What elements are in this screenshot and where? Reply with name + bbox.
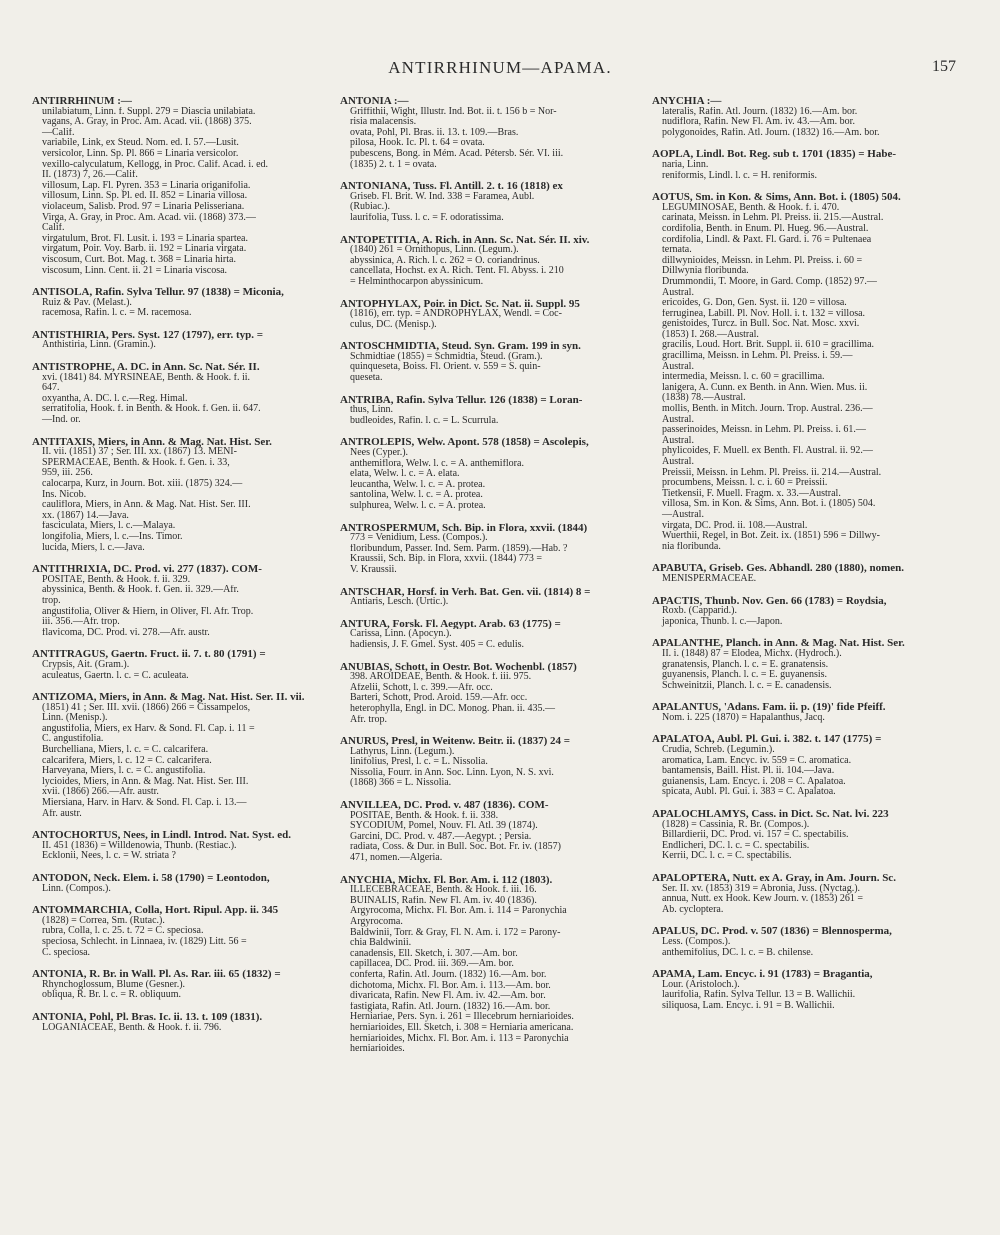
entry-headline: APALANTUS, 'Adans. Fam. ii. p. (19)' fide Pfeiff. [652,702,886,713]
dictionary-entry [32,692,327,819]
entry-line: dichotoma, Michx. Fl. Bor. Am. i. 113.—Am. bor. [350,980,551,991]
entry-line: queseta. [350,373,383,384]
dictionary-entry [652,149,952,181]
dictionary-entry [340,235,640,288]
entry-line: hadiensis, J. F. Gmel. Syst. 405 = C. edulis. [350,639,525,650]
entry-line: vexillo-calyculatum, Kellogg, in Proc. Calif. Acad. i. ed. [42,159,269,170]
dictionary-entry [32,830,327,862]
entry-line: procumbens, Meissn. l. c. i. 60 = Preissii. [662,478,828,489]
entry-line: guianensis, Lam. Encyc. i. 208 = C. Apalatoa. [662,776,846,787]
dictionary-entry [652,926,952,958]
entry-line: budleoides, Rafin. l. c. = L. Scurrula. [350,415,499,426]
entry-headline: ANTROLEPIS, Welw. Apont. 578 (1858) = Ascolepis, [340,437,589,449]
entry-headline: ANYCHIA, Michx. Fl. Bor. Am. i. 112 (1803). [340,874,553,886]
entry-headline: ANTONIA, R. Br. in Wall. Pl. As. Rar. iii. 65 (1832) = [32,969,281,980]
entry-line: linifolius, Presl, l. c. = L. Nissolia. [350,757,488,768]
dictionary-entry [340,875,640,1055]
entry-line: phylicoides, F. Muell. ex Benth. Fl. Austral. ii. 92.— [662,446,873,457]
entry-line: Afr. trop. [350,714,387,725]
entry-line: cancellata, Hochst. ex A. Rich. Tent. Fl. Abyss. i. 210 [350,266,564,277]
entry-line: —Calif. [42,127,75,138]
entry-line: Preissii, Meissn. in Lehm. Pl. Preiss. ii. 214.—Austral. [662,467,882,478]
entry-headline: APACTIS, Thunb. Nov. Gen. 66 (1783) = Roydsia, [652,595,887,607]
entry-line: calocarpa, Kurz, in Journ. Bot. xiii. (1875) 324.— [42,479,243,489]
entry-line: Afzelii, Schott, l. c. 399.—Afr. occ. [350,682,493,693]
entry-line: mollis, Benth. in Mitch. Journ. Trop. Austral. 236.— [662,404,873,415]
entry-line: Billardierii, DC. Prod. vi. 157 = C. spectabilis. [662,830,849,841]
entry-line: ternata. [662,245,692,256]
dictionary-entry [652,873,952,915]
entry-line: lycioides, Miers, in Ann. & Mag. Nat. Hist. Ser. III. [42,776,249,787]
entry-line: C. angustifolia. [42,734,104,745]
dictionary-entry [340,619,640,651]
entry-line: trop. [42,595,61,606]
entry-headline: ANVILLEA, DC. Prod. v. 487 (1836). COM- [340,800,549,811]
entry-line: heterophylla, Engl. in DC. Monog. Phan. ii. 435.— [350,703,555,714]
entry-line: passerinoides, Meissn. in Lehm. Pl. Preiss. i. 61.— [662,425,866,436]
entry-line: Nom. i. 225 (1870) = Hapalanthus, Jacq. [662,712,825,723]
entry-line: POSITAE, Benth. & Hook. f. ii. 329. [42,574,191,585]
entry-line: xvi. (1841) 84. MYRSINEAE, Benth. & Hook. f. ii. [42,372,251,383]
dictionary-entry [340,96,640,170]
entry-line: II. 451 (1836) = Willdenowia, Thunb. (Restiac.). [42,840,237,851]
entry-line: vagans, A. Gray, in Proc. Am. Acad. vii. (1868) 375. [42,117,252,128]
entry-line: laurifolia, Rafin. Sylva Tellur. 13 = B. Wallichii. [662,990,856,1001]
dictionary-entry [32,649,327,681]
entry-line: Nissolia, Fourr. in Ann. Soc. Linn. Lyon, N. S. xvi. [350,767,554,778]
entry-line: II. vii. (1851) 37 ; Ser. III. xx. (1867) 13. MENI- [42,447,237,458]
entry-line: Lour. (Aristoloch.). [662,979,740,990]
entry-line: Argyrocoma. [350,917,403,927]
entry-line: versicolor, Linn. Sp. Pl. 866 = Linaria versicolor. [42,148,239,159]
entry-line: (1868) 366 = L. Nissolia. [350,778,452,789]
entry-line: Griffithii, Wight, Illustr. Ind. Bot. ii. t. 156 b = Nor- [350,106,557,117]
entry-line: = Helminthocarpon abyssinicum. [350,276,484,287]
entry-line: Austral. [662,361,694,372]
running-title: ANTIRRHINUM—APAMA. [388,58,612,77]
entry-line: Barteri, Schott, Prod. Aroid. 159.—Afr. occ. [350,693,528,704]
entry-line: POSITAE, Benth. & Hook. f. ii. 338. [350,810,499,821]
entry-line: rubra, Colla, l. c. 25. t. 72 = C. speciosa. [42,926,204,937]
dictionary-entry [32,362,327,426]
dictionary-entry [32,1012,327,1033]
entry-line: leucantha, Welw. l. c. = A. protea. [350,479,486,490]
dictionary-entry [652,192,952,552]
entry-line: Calif. [42,223,65,234]
entry-line: siliquosa, Lam. Encyc. i. 91 = B. Wallichii. [662,1000,835,1011]
entry-headline: APABUTA, Griseb. Ges. Abhandl. 280 (1880), nomen. [652,563,905,574]
entry-line: Kerrii, DC. l. c. = C. spectabilis. [662,851,792,862]
dictionary-entry [32,969,327,1001]
entry-line: laurifolia, Tuss. l. c. = F. odoratissima. [350,212,504,223]
entry-headline: ANTONIANA, Tuss. Fl. Antill. 2. t. 16 (1818) ex [340,181,563,192]
entry-line: annua, Nutt. ex Hook. Kew Journ. v. (1853) 261 = [662,894,864,905]
entry-line: Afr. austr. [42,808,82,819]
entry-line: Crudia, Schreb. (Legumin.). [662,745,775,756]
entry-line: guyanensis, Planch. l. c. = E. guyanensis. [662,670,828,681]
entry-line: LEGUMINOSAE, Benth. & Hook. f. i. 470. [662,202,840,213]
entry-line: carinata, Meissn. in Lehm. Pl. Preiss. ii. 215.—Austral. [662,213,884,224]
entry-line: naria, Linn. [662,159,709,170]
entry-line: Crypsis, Ait. (Gram.). [42,659,130,670]
entry-line: japonica, Thunb. l. c.—Japon. [662,616,783,627]
entry-headline: APALOCHLAMYS, Cass. in Dict. Sc. Nat. lvi. 223 [652,809,889,820]
entry-line: Austral. [662,414,694,425]
entry-line: SYCODIUM, Pomel, Nouv. Fl. Atl. 39 (1874). [350,821,538,832]
entry-line: cordifolia, Lindl. & Paxt. Fl. Gard. i. 76 = Pultenaea [662,234,872,245]
entry-line: villosum, Linn. Sp. Pl. ed. II. 852 = Linaria villosa. [42,191,248,202]
entry-line: canadensis, Ell. Sketch, i. 307.—Am. bor. [350,948,518,959]
entry-line: 471, nomen.—Algeria. [350,853,443,864]
dictionary-entry [32,330,327,351]
entry-line: Ecklonii, Nees, l. c. = W. striata ? [42,851,176,862]
entry-line: racemosa, Rafin. l. c. = M. racemosa. [42,308,192,319]
entry-line: Wuerthii, Regel, in Bot. Zeit. ix. (1851) 596 = Dillwy- [662,531,880,542]
entry-line: (1838) 78.—Austral. [662,393,746,404]
entry-line: unilabiatum, Linn. f. Suppl. 279 = Diascia unilabiata. [42,106,256,117]
dictionary-entry [32,96,327,276]
entry-line: ovata, Pohl, Pl. Bras. ii. 13. t. 109.—Bras. [350,127,519,138]
entry-line: gracilis, Loud. Hort. Brit. Suppl. ii. 610 = gracillima. [662,340,875,351]
entry-line: fasciculata, Miers, l. c.—Malaya. [42,521,176,532]
entry-headline: ANTOSCHMIDTIA, Steud. Syn. Gram. 199 in syn. [340,341,581,352]
entry-headline: ANUBIAS, Schott, in Oestr. Bot. Wochenbl. (1857) [340,661,577,673]
entry-line: LOGANIACEAE, Benth. & Hook. f. ii. 796. [42,1022,222,1033]
entry-headline: ANURUS, Presl, in Weitenw. Beitr. ii. (1837) 24 = [340,736,571,747]
entry-line: Dillwynia floribunda. [662,266,749,277]
dictionary-entry [340,437,640,511]
entry-line: lucida, Miers, l. c.—Java. [42,542,145,553]
entry-headline: AOPLA, Lindl. Bot. Reg. sub t. 1701 (1835) = Habe- [652,149,897,160]
entry-headline: ANTOPHYLAX, Poir. in Dict. Sc. Nat. ii. Suppl. 95 [340,298,580,310]
entry-line: (1840) 261 = Ornithopus, Linn. (Legum.). [350,245,519,256]
entry-line: radiata, Coss. & Dur. in Bull. Soc. Bot. Fr. iv. (1857) [350,842,562,853]
entry-line: gracillima, Meissn. in Lehm. Pl. Preiss. i. 59.— [662,351,853,362]
entry-line: capillacea, DC. Prod. iii. 369.—Am. bor. [350,959,514,970]
column-2 [340,96,640,1066]
entry-line: violaceum, Salisb. Prod. 97 = Linaria Pelisseriana. [42,201,245,212]
entry-line: Virga, A. Gray, in Proc. Am. Acad. vii. (1868) 373.— [42,212,256,223]
entry-line: virgata, DC. Prod. ii. 108.—Austral. [662,520,808,531]
dictionary-entry [340,181,640,223]
entry-line: 647. [42,383,60,394]
entry-line: Schmidtiae (1855) = Schmidtia, Steud. (Gram.). [350,351,543,362]
entry-line: lanigera, A. Cunn. ex Benth. in Ann. Wien. Mus. ii. [662,382,868,393]
page-header [0,58,1000,80]
entry-line: (1851) 41 ; Ser. III. xvii. (1866) 266 = Cissampelos, [42,702,251,713]
dictionary-entry [652,638,952,691]
dictionary-entry [340,662,640,726]
dictionary-entry [32,905,327,958]
entry-headline: ANTONIA :— [340,96,409,107]
dictionary-entry [340,395,640,427]
entry-line: polygonoides, Rafin. Atl. Journ. (1832) 16.—Am. bor. [662,127,880,138]
entry-line: abyssinica, A. Rich. l. c. 262 = O. coriandrinus. [350,255,540,266]
entry-line: Miersiana, Harv. in Harv. & Sond. Fl. Cap. i. 13.— [42,798,247,809]
entry-line: lateralis, Rafin. Atl. Journ. (1832) 16.—Am. bor. [662,106,858,117]
entry-line: pubescens, Bong. in Mém. Acad. Pétersb. Sér. VI. iii. [350,148,564,159]
entry-line: Kraussii, Sch. Bip. in Flora, xxvii. (1844) 773 = [350,554,543,565]
dictionary-entry [32,437,327,554]
entry-line: ILLECEBRACEAE, Benth. & Hook. f. iii. 16. [350,885,537,896]
entry-line: angustifolia, Oliver & Hiern, in Oliver, Fl. Afr. Trop. [42,606,254,617]
entry-line: fastigiata, Rafin. Atl. Journ. (1832) 16.—Am. bor. [350,1001,551,1012]
entry-line: Garcini, DC. Prod. v. 487.—Aegypt. ; Persia. [350,831,532,842]
entry-line: ericoides, G. Don, Gen. Syst. ii. 120 = villosa. [662,298,847,309]
entry-line: (1835) 2. t. 1 = ovata. [350,159,437,170]
entry-line: herniarioides. [350,1044,405,1055]
entry-headline: ANTROSPERMUM, Sch. Bip. in Flora, xxvii. (1844) [340,522,588,534]
dictionary-entry [652,969,952,1011]
entry-line: reniformis, Lindl. l. c. = H. reniformis. [662,170,818,181]
entry-line: Austral. [662,287,694,298]
entry-line: 398. AROIDEAE, Benth. & Hook. f. iii. 975. [350,672,532,683]
entry-headline: ANTRIBA, Rafin. Sylva Tellur. 126 (1838) = Loran- [340,394,583,406]
entry-line: Burchelliana, Miers, l. c. = C. calcarifera. [42,745,209,756]
column-1 [32,96,327,1044]
entry-line: MENISPERMACEAE. [662,573,757,584]
entry-line: obliqua, R. Br. l. c. = R. obliquum. [42,990,181,1001]
entry-line: (1853) I. 268.—Austral. [662,329,759,340]
entry-line: Roxb. (Capparid.). [662,606,737,617]
entry-headline: ANTISTROPHE, A. DC. in Ann. Sc. Nat. Sér. II. [32,362,260,373]
entry-line: II. i. (1848) 87 = Elodea, Michx. (Hydroch.). [662,648,842,659]
entry-line: Ruiz & Pav. (Melast.). [42,297,132,308]
entry-headline: APALUS, DC. Prod. v. 507 (1836) = Blennosperma, [652,926,892,937]
entry-line: chia Baldwinii. [350,938,412,949]
entry-line: spicata, Aubl. Pl. Gui. i. 383 = C. Apalatoa. [662,787,836,798]
entry-line: santolina, Welw. l. c. = A. protea. [350,490,483,501]
entry-headline: ANTITRAGUS, Gaertn. Fruct. ii. 7. t. 80 (1791) = [32,649,266,660]
entry-line: herniarioides, Ell. Sketch, i. 308 = Herniaria americana. [350,1022,574,1033]
dictionary-entry [340,800,640,864]
entry-line: anthemifolius, DC. l. c. = B. chilense. [662,947,814,958]
entry-line: C. speciosa. [42,947,91,958]
entry-line: culus, DC. (Menisp.). [350,319,437,330]
entry-line: ferruginea, Labill. Pl. Nov. Holl. i. t. 132 = villosa. [662,308,866,319]
entry-line: Austral. [662,435,694,446]
entry-headline: ANTITAXIS, Miers, in Ann. & Mag. Nat. Hist. Ser. [32,436,272,448]
entry-headline: AOTUS, Sm. in Kon. & Sims, Ann. Bot. i. (1805) 504. [652,192,901,203]
entry-line: serratifolia, Hook. f. in Benth. & Hook. f. Gen. ii. 647. [42,404,261,415]
entry-line: Linn. (Compos.). [42,883,111,894]
entry-line: Linn. (Menisp.). [42,713,108,724]
entry-headline: APALATOA, Aubl. Pl. Gui. i. 382. t. 147 (1775) = [652,734,882,746]
entry-line: Drummondii, T. Moore, in Gard. Comp. (1852) 97.— [662,276,877,287]
entry-line: variabile, Link, ex Steud. Nom. ed. I. 57.—Lusit. [42,138,239,149]
entry-headline: ANTIRRHINUM :— [32,96,132,107]
entry-headline: ANTOCHORTUS, Nees, in Lindl. Introd. Nat. Syst. ed. [32,830,291,841]
entry-line: Less. (Compos.). [662,936,731,947]
entry-line: BUINALIS, Rafin. New Fl. Am. iv. 40 (1836). [350,895,537,906]
entry-line: genistoides, Turcz. in Bull. Soc. Nat. Mosc. xxvi. [662,319,860,330]
dictionary-entry [32,564,327,638]
entry-line: longifolia, Miers, l. c.—Ins. Timor. [42,531,183,542]
dictionary-entry [32,873,327,894]
dictionary-entry [340,341,640,383]
dictionary-entry [652,96,952,138]
entry-line: thus, Linn. [350,405,394,416]
entry-line: cauliflora, Miers, in Ann. & Mag. Nat. Hist. Ser. III. [42,500,251,511]
entry-line: bantamensis, Baill. Hist. Pl. ii. 104.—Java. [662,766,835,777]
entry-line: nia floribunda. [662,541,721,552]
entry-line: SPERMACEAE, Benth. & Hook. f. Gen. i. 33, [42,457,230,468]
entry-line: elata, Welw. l. c. = A. elata. [350,469,460,480]
entry-line: Endlicheri, DC. l. c. = C. spectabilis. [662,840,810,851]
entry-line: xvii. (1866) 266.—Afr. austr. [42,787,159,798]
entry-line: virgatulum, Brot. Fl. Lusit. i. 193 = Linaria spartea. [42,233,248,244]
entry-headline: ANTIZOMA, Miers, in Ann. & Mag. Nat. Hist. Ser. II. vii. [32,692,305,703]
entry-line: Anthistiria, Linn. (Gramin.). [42,340,156,351]
entry-line: Schweinitzii, Planch. l. c. = E. canadensis. [662,680,832,691]
entry-line: Austral. [662,457,694,467]
entry-headline: ANTOMMARCHIA, Colla, Hort. Ripul. App. ii. 345 [32,905,279,916]
entry-line: 773 = Venidium, Less. (Compos.). [350,533,488,544]
entry-headline: ANYCHIA :— [652,96,722,107]
entry-line: iii. 356.—Afr. trop. [42,617,120,628]
entry-line: aculeatus, Gaertn. l. c. = C. aculeata. [42,670,189,681]
entry-line: Lathyrus, Linn. (Legum.). [350,746,455,757]
entry-line: Argyrocoma, Michx. Fl. Bor. Am. i. 114 = Paronychia [350,906,567,917]
entry-headline: APALOPTERA, Nutt. ex A. Gray, in Am. Journ. Sc. [652,873,896,884]
entry-line: Carissa, Linn. (Apocyn.). [350,629,452,640]
entry-headline: ANTONIA, Pohl, Pl. Bras. Ic. ii. 13. t. 109 (1831). [32,1011,263,1023]
entry-line: Ser. II. xv. (1853) 319 = Abronia, Juss. (Nyctag.). [662,883,861,894]
entry-headline: ANTITHRIXIA, DC. Prod. vi. 277 (1837). COM- [32,564,262,575]
entry-headline: ANTISTHIRIA, Pers. Syst. 127 (1797), err. typ. = [32,329,264,341]
entry-line: abyssinica, Benth. & Hook. f. Gen. ii. 329.—Afr. [42,585,239,596]
dictionary-entry [652,702,952,723]
entry-line: nudiflora, Rafin. New Fl. Am. iv. 43.—Am. bor. [662,117,855,128]
entry-line: Tietkensii, F. Muell. Fragm. x. 33.—Austral. [662,488,841,499]
entry-line: II. (1873) 7, 26.—Calif. [42,170,138,181]
entry-line: villosum, Lap. Fl. Pyren. 353 = Linaria origanifolia. [42,180,251,191]
entry-line: Herniariae, Pers. Syn. i. 261 = Illecebrum herniarioides. [350,1012,574,1023]
entry-line: Nees (Cyper.). [350,448,409,459]
entry-headline: ANTISOLA, Rafin. Sylva Tellur. 97 (1838) = Miconia, [32,287,284,298]
entry-line: villosa, Sm. in Kon. & Sims, Ann. Bot. i. (1805) 504. [662,499,876,510]
entry-line: risia malacensis. [350,117,417,128]
entry-line: quinqueseta, Boiss. Fl. Orient. v. 559 = S. quin- [350,362,541,373]
entry-line: pilosa, Hook. Ic. Pl. t. 64 = ovata. [350,138,485,149]
entry-line: sulphurea, Welw. l. c. = A. protea. [350,501,486,511]
entry-line: Harveyana, Miers, l. c. = C. angustifolia. [42,766,206,777]
dictionary-entry [340,299,640,331]
entry-line: speciosa, Schlecht. in Linnaea, iv. (1829) Litt. 56 = [42,936,247,947]
entry-line: (1816), err. typ. = ANDROPHYLAX, Wendl. = Coc- [350,309,562,320]
dictionary-entry [32,287,327,319]
entry-line: Baldwinii, Torr. & Gray, Fl. N. Am. i. 172 = Parony- [350,927,561,938]
entry-line: (Rubiac.). [350,202,390,213]
entry-line: conferta, Rafin. Atl. Journ. (1832) 16.—Am. bor. [350,969,547,980]
entry-line: flavicoma, DC. Prod. vi. 278.—Afr. austr. [42,627,210,638]
dictionary-entry [652,809,952,862]
entry-headline: ANTODON, Neck. Elem. i. 58 (1790) = Leontodon, [32,873,270,884]
entry-line: floribundum, Passer. Ind. Sem. Parm. (1859).—Hab. ? [350,543,568,554]
entry-line: Ins. Nicob. [42,489,87,500]
dictionary-entry [652,563,952,584]
page-number: 157 [932,58,956,75]
entry-line: —Ind. or. [42,415,81,426]
entry-line: Antiaris, Lesch. (Urtic.). [350,597,449,608]
entry-line: (1828) = Correa, Sm. (Rutac.). [42,915,165,926]
entry-line: herniarioides, Michx. Fl. Bor. Am. i. 113 = Paronychia [350,1033,569,1044]
entry-headline: ANTURA, Forsk. Fl. Aegypt. Arab. 63 (1775) = [340,618,561,630]
column-3 [652,96,952,1023]
dictionary-entry [340,587,640,608]
entry-headline: ANTSCHAR, Horsf. in Verh. Bat. Gen. vii. (1814) 8 = [340,586,591,598]
entry-line: divaricata, Rafin. New Fl. Am. iv. 42.—Am. bor. [350,991,546,1002]
entry-line: oxyantha, A. DC. l. c.—Reg. Himal. [42,393,188,404]
entry-line: calcarifera, Miers, l. c. 12 = C. calcarifera. [42,755,212,766]
entry-line: anthemiflora, Welw. l. c. = A. anthemiflora. [350,458,524,469]
dictionary-entry [652,596,952,628]
entry-line: viscosum, Linn. Cent. ii. 21 = Linaria viscosa. [42,265,228,276]
entry-line: (1828) = Cassinia, R. Br. (Compos.). [662,819,810,830]
entry-line: Griseb. Fl. Brit. W. Ind. 338 = Faramea, Aubl. [350,191,535,202]
entry-headline: APALANTHE, Planch. in Ann. & Mag. Nat. Hist. Ser. [652,638,905,649]
entry-line: virgatum, Poir. Voy. Barb. ii. 192 = Linaria virgata. [42,244,247,255]
entry-headline: APAMA, Lam. Encyc. i. 91 (1783) = Bragantia, [652,969,873,980]
entry-line: Ab. cycloptera. [662,904,724,915]
entry-line: 959, iii. 256. [42,468,93,479]
entry-line: viscosum, Curt. Bot. Mag. t. 368 = Linaria hirta. [42,254,236,265]
dictionary-entry [340,736,640,789]
dictionary-entry [340,523,640,576]
entry-line: cordifolia, Benth. in Enum. Pl. Hueg. 96.—Austral. [662,223,869,234]
entry-line: intermedia, Meissn. l. c. 60 = gracillima. [662,372,825,383]
entry-line: —Austral. [662,509,704,520]
entry-line: dillwynioides, Meissn. in Lehm. Pl. Preiss. i. 60 = [662,255,863,266]
entry-line: Rhynchoglossum, Blume (Gesner.). [42,979,186,990]
dictionary-entry [652,734,952,798]
entry-line: aromatica, Lam. Encyc. iv. 559 = C. aromatica. [662,755,852,766]
entry-line: xx. (1867) 14.—Java. [42,510,129,521]
entry-headline: ANTOPETITIA, A. Rich. in Ann. Sc. Nat. Sér. II. xiv. [340,234,590,246]
entry-line: V. Kraussii. [350,564,397,575]
entry-line: granatensis, Planch. l. c. = E. granatensis. [662,659,829,670]
entry-line: angustifolia, Miers, ex Harv. & Sond. Fl. Cap. i. 11 = [42,723,255,734]
